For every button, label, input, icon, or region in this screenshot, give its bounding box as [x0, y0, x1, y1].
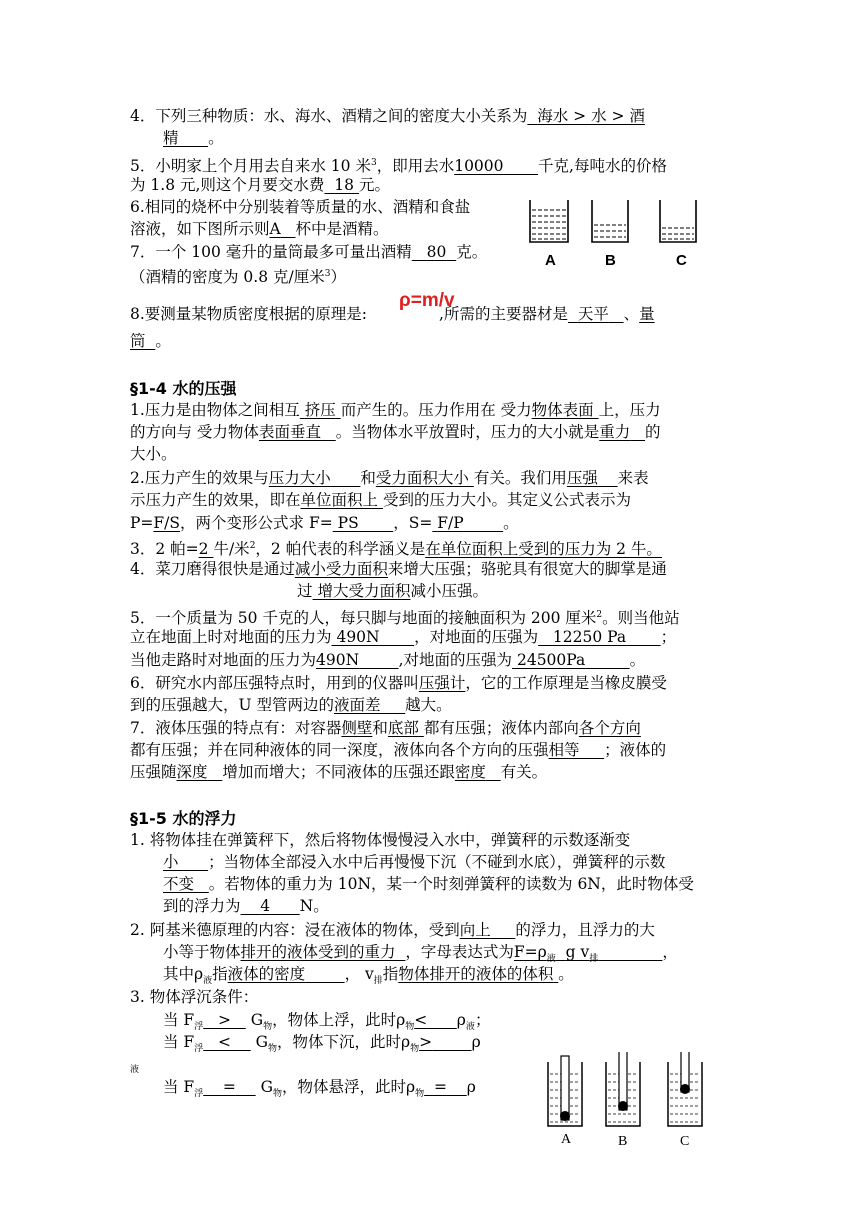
answer: 表面垂直 [258, 423, 321, 441]
answer: 2 [198, 540, 209, 559]
answer: 490N [336, 628, 380, 646]
answer: 物体表面 [531, 401, 594, 419]
s14-p5-line2: 立在地面上时对地面的压力为 490N ，对地面的压强为 12250 Pa ； [130, 628, 677, 646]
s14-p6-line2: 到的压强越大，U 型管两边的液面差 越大。 [130, 696, 452, 714]
s14-p6-line1: 6．研究水内部压强特点时，用到的仪器叫压强计，它的工作原理是当橡皮膜受 [130, 674, 667, 692]
s15-p3-cond1: 当 $F_浮$ > $G_物$，物体上浮，此时$\rho_物<$ $\rho_液$； [163, 1011, 491, 1033]
figure2-label-c: C [680, 1134, 690, 1149]
answer: 在单位面积上受到的压力为 2 牛。 [425, 540, 662, 559]
answer: 压力大小 [268, 469, 331, 487]
q4-line2: 精 。 [163, 129, 224, 147]
figure1-label-c: C [676, 252, 687, 269]
q5-line1: 5．小明家上个月用去自来水 10 米$^3$，即用去水10000 千克,每吨水的价格 [130, 157, 667, 176]
answer: 18 [334, 176, 355, 194]
s14-p1-line1: 1.压力是由物体之间相互 挤压 而产生的。压力作用在 受力物体表面 上，压力 [130, 401, 661, 419]
answer: 相等 [548, 741, 580, 759]
answer: 4 [260, 897, 271, 915]
answer: 筒 [130, 332, 146, 350]
cylinder-c [668, 1052, 702, 1126]
q7-line2: （酒精的密度为 0.8 克/厘米$^3$） [130, 268, 346, 287]
answer: 侧壁 [341, 719, 373, 737]
answer: > [217, 1011, 231, 1029]
beaker-b [592, 200, 628, 242]
s15-p2-line3: 其中$\rho_液$指液体的密度 ， $v_排$指物体排开的液体的体积 。 [163, 965, 574, 987]
q7-line1: 7．一个 100 毫升的量筒最多可量出酒精 80 克。 [130, 243, 488, 261]
cylinder-b [606, 1052, 640, 1126]
answer: 天平 [577, 305, 609, 323]
figure1-label-b: B [605, 252, 616, 269]
answer: A [269, 220, 281, 238]
answer: 小 [163, 853, 179, 871]
s15-p1-line4: 到的浮力为 4 N。 [163, 897, 329, 915]
s14-p2-line3: P=F/S，两个变形公式求 F= PS ，S= F/P 。 [130, 514, 519, 532]
section-title-pressure: §1-4 水的压强 [130, 379, 237, 398]
floating-tubes-figure [540, 1052, 720, 1134]
answer: PS [337, 514, 359, 532]
answer: 不变 [163, 875, 195, 893]
answer: 排开的液体受到的重力 [240, 943, 396, 961]
section-title-buoyancy: §1-5 水的浮力 [130, 809, 237, 828]
answer: 受力面积大小 [375, 469, 469, 487]
s14-p3-line1: 3．2 帕=2 牛/米$^2$，2 帕代表的科学涵义是在单位面积上受到的压力为 2 牛。 [130, 540, 662, 559]
answer: = [222, 1078, 236, 1096]
answer: = [433, 1078, 447, 1096]
answer: 密度 [454, 763, 486, 781]
s14-p2-line2: 示压力产生的效果，即在单位面积上 受到的压力大小。其定义公式表示为 [130, 491, 631, 509]
q8-line2: 筒 。 [130, 332, 171, 350]
answer: 液体的密度 [227, 965, 306, 983]
answer: F/S [153, 514, 181, 532]
q6-line1: 6.相同的烧杯中分别装着等质量的水、酒精和食盐 [130, 198, 471, 216]
answer: > [419, 1033, 433, 1051]
answer: 底部 [387, 719, 419, 737]
answer: 液面差 [334, 696, 381, 714]
answer: 物体排开的液体的体积 [398, 965, 554, 983]
s14-p5-line3: 当他走路时对地面的压力为490N ,对地面的压强为 24500Pa 。 [130, 651, 646, 669]
answer: 各个方向 [578, 719, 641, 737]
answer: 精 [163, 129, 179, 147]
figure1-label-a: A [545, 252, 556, 269]
answer: < [217, 1033, 231, 1051]
q4-line1: 4．下列三种物质：水、海水、酒精之间的密度大小关系为 海水 > 水 > 酒 [130, 107, 645, 125]
s15-p3-cond3: 当 $F_浮$ = $G_物$，物体悬浮，此时$\rho_物$ = ρ [163, 1078, 476, 1100]
s14-p4-line1: 4．菜刀磨得很快是通过减小受力面积来增大压强；骆驼具有很宽大的脚掌是通 [130, 560, 667, 578]
s15-p1-line1: 1. 将物体挂在弹簧秤下，然后将物体慢慢浸入水中，弹簧秤的示数逐渐变 [130, 831, 631, 849]
s14-p1-line3: 大小。 [130, 445, 177, 463]
s15-p1-line3: 不变 。若物体的重力为 10N，某一个时刻弹簧秤的读数为 6N，此时物体受 [163, 875, 694, 893]
answer: 重力 [599, 423, 631, 441]
s15-p3-cond2: 当 $F_浮$ < $G_物$，物体下沉，此时$\rho_物>$ ρ [163, 1033, 481, 1055]
answer: 向上 [459, 921, 491, 939]
answer: $F=\rho_液$ g $v_排$ [513, 943, 599, 965]
figure2-label-a: A [561, 1132, 572, 1147]
answer: 压强 [566, 469, 598, 487]
answer: 80 [426, 243, 447, 261]
answer: 10000 [454, 157, 504, 176]
beaker-a [530, 200, 568, 242]
s14-p4-line2: 过 增大受力面积减小压强。 [297, 582, 488, 600]
answer: 挤压 [304, 401, 336, 419]
s15-p2-line2: 小等于物体排开的液体受到的重力 ，字母表达式为$F=\rho_液$ g $v_排$ ， [163, 943, 678, 965]
density-formula: ρ=m/v [399, 290, 455, 311]
answer: 压强计 [418, 674, 466, 692]
s14-p7-line3: 压强随深度 增加而增大；不同液体的压强还跟密度 有关。 [130, 763, 548, 781]
s15-p3-cond2-wrap: 液 [130, 1065, 140, 1075]
s15-p3-line1: 3. 物体浮沉条件： [130, 988, 259, 1006]
beaker-c [660, 200, 696, 242]
q6-line2: 溶液，如下图所示则A 杯中是酒精。 [130, 220, 389, 238]
answer: 24500Pa [516, 651, 586, 669]
answer: 12250 Pa [552, 628, 627, 646]
answer: 单位面积上 [300, 491, 379, 509]
answer: F/P [437, 514, 464, 532]
answer: 增大受力面积 [317, 582, 411, 600]
s14-p7-line1: 7．液体压强的特点有：对容器侧壁和底部 都有压强；液体内部向各个方向 [130, 719, 641, 737]
s14-p2-line1: 2.压力产生的效果与压力大小 和受力面积大小 有关。我们用压强 来表 [130, 469, 649, 487]
s14-p5-line1: 5．一个质量为 50 千克的人，每只脚与地面的接触面积为 200 厘米$^2$。则当他站 [130, 609, 680, 628]
answer: 490N [316, 651, 360, 669]
q8-line1: 8.要测量某物质密度根据的原理是: ,所需的主要器材是 天平 、量 [130, 305, 655, 323]
answer: 减小受力面积 [294, 560, 388, 578]
s14-p1-line2: 的方向与 受力物体表面垂直 。当物体水平放置时，压力的大小就是重力 的 [130, 423, 661, 441]
s15-p1-line2: 小 ；当物体全部浸入水中后再慢慢下沉（不碰到水底），弹簧秤的示数 [163, 853, 666, 871]
s15-p2-line1: 2. 阿基米德原理的内容：浸在液体的物体，受到向上 的浮力，且浮力的大 [130, 921, 655, 939]
answer: 量 [639, 305, 655, 323]
cylinder-a [548, 1056, 582, 1126]
figure2-label-b: B [618, 1134, 628, 1149]
s14-p7-line2: 都有压强；并在同种液体的同一深度，液体向各个方向的压强相等 ；液体的 [130, 741, 667, 759]
answer: 海水 > 水 > 酒 [537, 107, 645, 125]
answer: 深度 [176, 763, 208, 781]
q5-line2: 为 1.8 元,则这个月要交水费 18 元。 [130, 176, 390, 194]
answer: < [414, 1011, 428, 1029]
